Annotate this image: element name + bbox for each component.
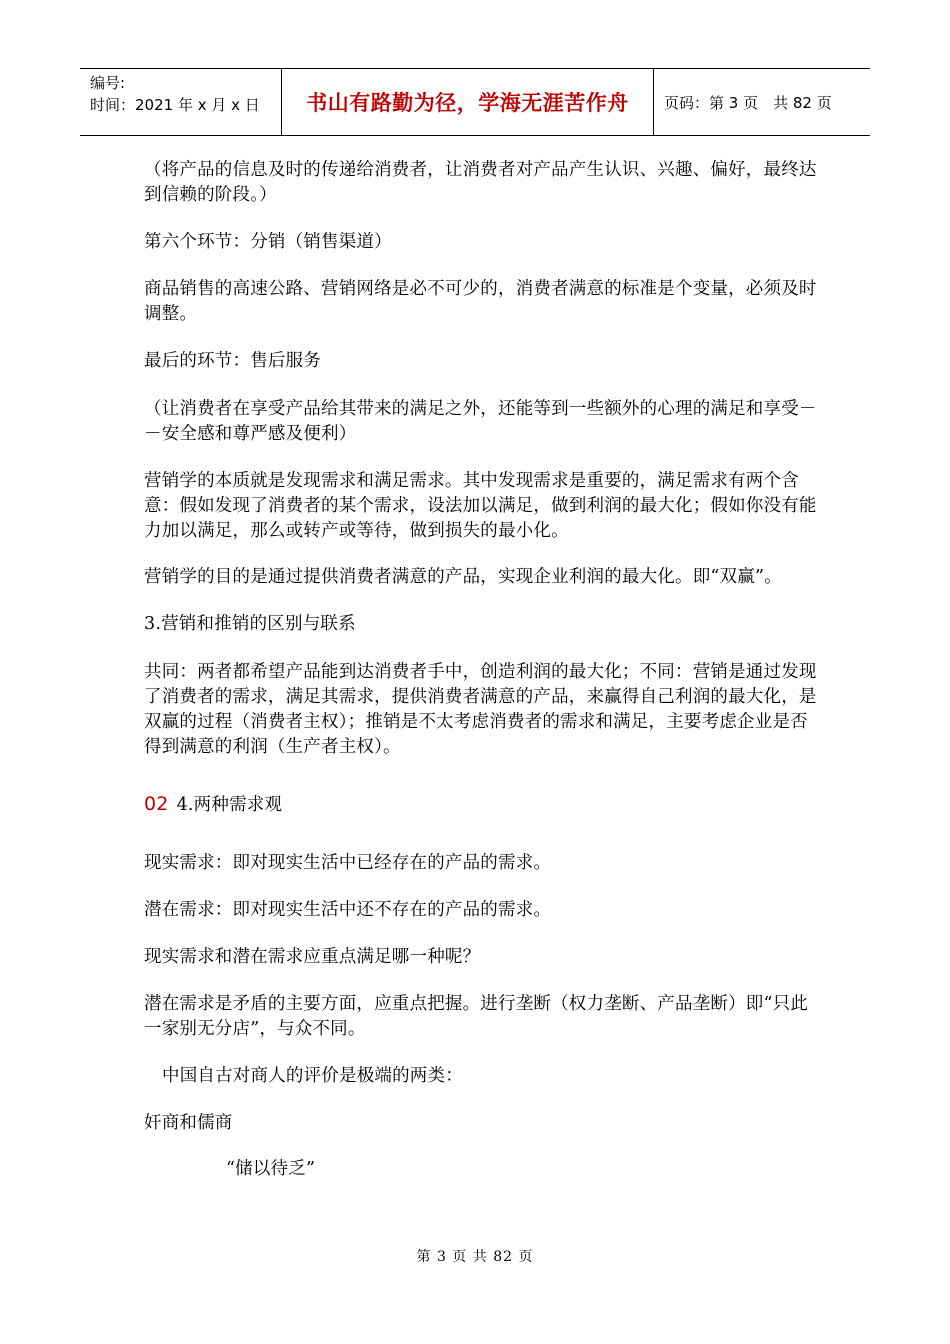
paragraph: （将产品的信息及时的传递给消费者，让消费者对产品产生认识、兴趣、偏好，最终达到信赖的阶段。） <box>144 160 817 205</box>
header-page-info: 页码：第 3 页 共 82 页 <box>664 93 832 112</box>
paragraph: 商品销售的高速公路、营销网络是必不可少的，消费者满意的标准是个变量，必须及时调整。 <box>144 279 817 324</box>
header-motto: 书山有路勤为径，学海无涯苦作舟 <box>282 69 654 135</box>
paragraph: 奸商和儒商 <box>144 1113 233 1133</box>
header-meta <box>80 69 282 135</box>
serial-label: 编号: <box>90 74 126 92</box>
quote: “储以待乏” <box>226 1159 316 1179</box>
section-heading <box>144 792 820 818</box>
section-title: 4.两种需求观 <box>176 795 283 815</box>
page-header <box>80 68 870 136</box>
paragraph: 第六个环节：分销（销售渠道） <box>144 232 392 252</box>
paragraph: 营销学的目的是通过提供消费者满意的产品，实现企业利润的最大化。即“双赢”。 <box>144 567 782 587</box>
paragraph: 共同：两者都希望产品能到达消费者手中，创造利润的最大化；不同：营销是通过发现了消费者的需求，满足其需求，提供消费者满意的产品，来赢得自己利润的最大化，是双赢的过程（消费者主权）；推销是不太考虑消费者的需求和满足，主要考虑企业是否得到满意的利润（生产者主权）。 <box>144 662 817 757</box>
paragraph: 最后的环节：售后服务 <box>144 351 321 371</box>
paragraph: 营销学的本质就是发现需求和满足需求。其中发现需求是重要的，满足需求有两个含意：假如发现了消费者的某个需求，设法加以满足，做到利润的最大化；假如你没有能力加以满足，那么或转产或等待，做到损失的最小化。 <box>144 471 817 541</box>
paragraph: （让消费者在享受产品给其带来的满足之外，还能等到一些额外的心理的满足和享受－－安全感和尊严感及便利） <box>144 399 817 444</box>
paragraph: 现实需求：即对现实生活中已经存在的产品的需求。 <box>144 853 552 873</box>
paragraph: 现实需求和潜在需求应重点满足哪一种呢？ <box>144 947 481 967</box>
section-number: 02 <box>144 793 169 815</box>
paragraph: 中国自古对商人的评价是极端的两类： <box>162 1066 463 1086</box>
paragraph: 潜在需求：即对现实生活中还不存在的产品的需求。 <box>144 900 552 920</box>
date-label: 时间：2021 年 x 月 x 日 <box>90 96 260 114</box>
paragraph: 潜在需求是矛盾的主要方面，应重点把握。进行垄断（权力垄断、产品垄断）即“只此一家别无分店”，与众不同。 <box>144 994 809 1039</box>
page-footer: 第 3 页 共 82 页 <box>416 1249 534 1265</box>
document-body <box>144 158 820 1182</box>
paragraph: 3.营销和推销的区别与联系 <box>144 614 356 634</box>
